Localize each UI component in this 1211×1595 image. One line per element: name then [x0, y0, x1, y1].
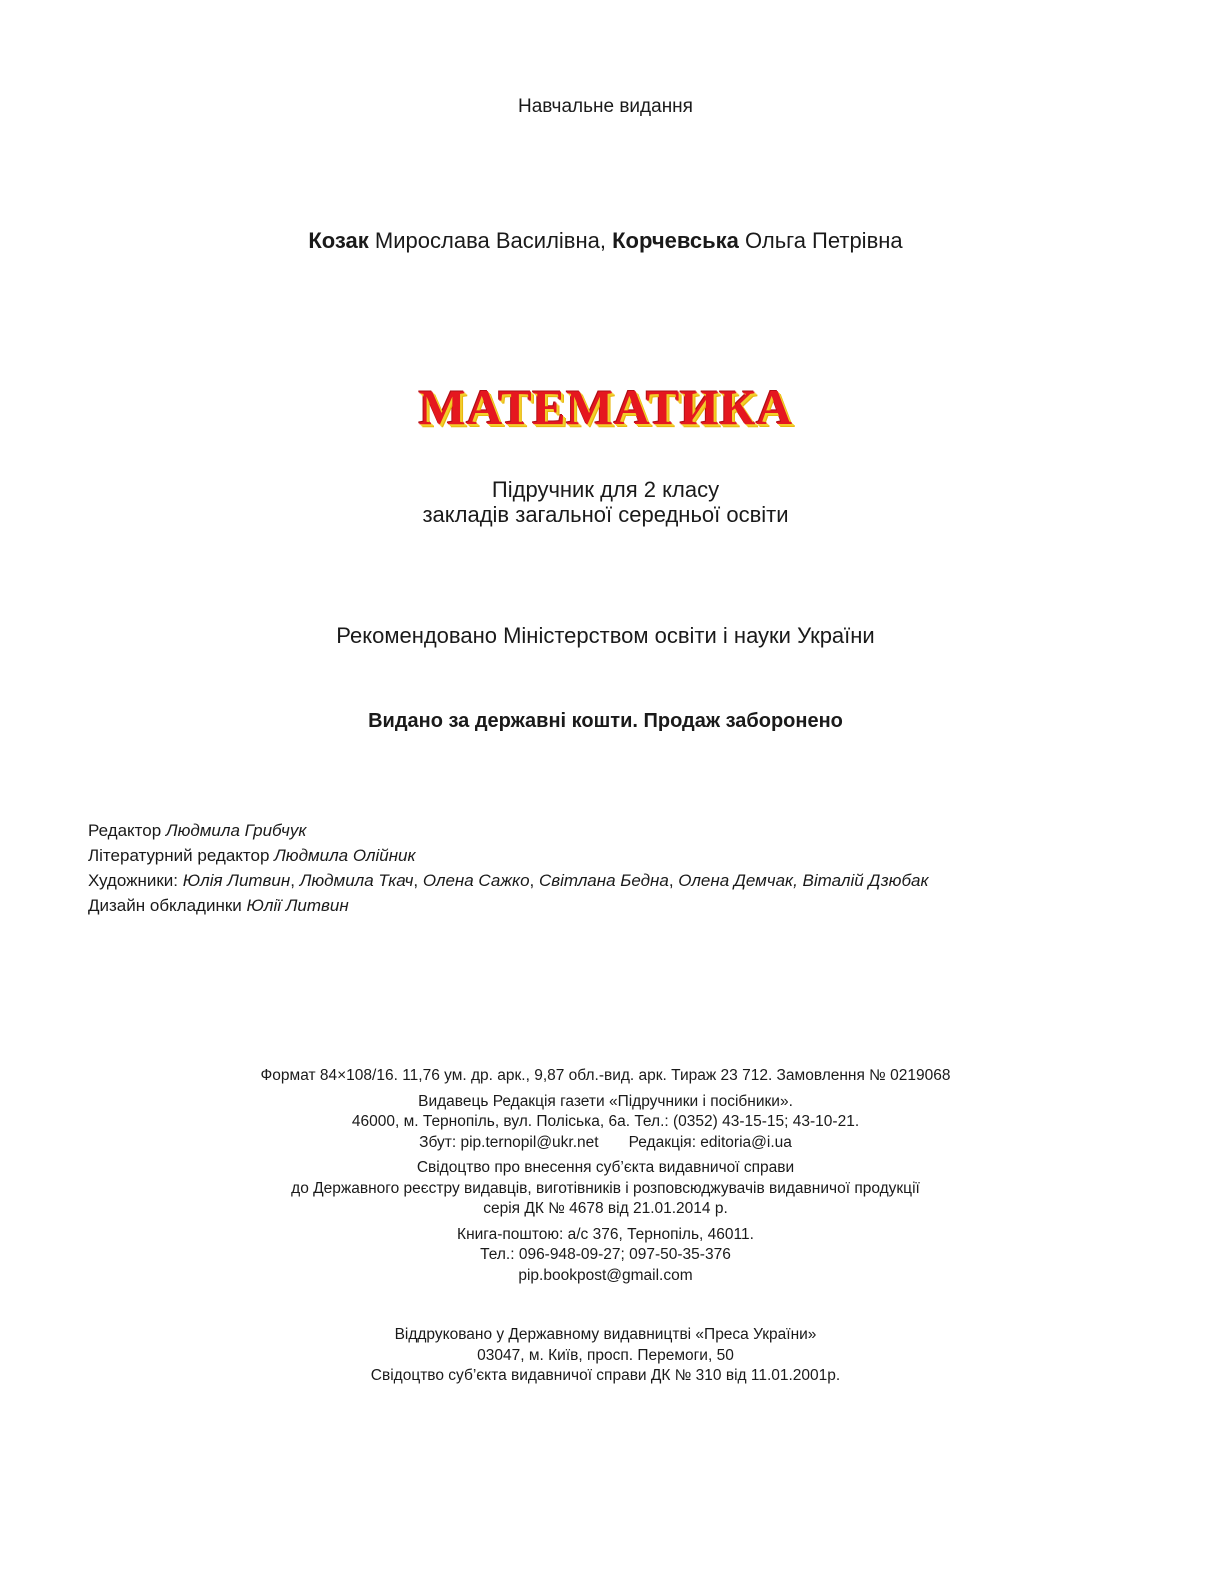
- cover-label: Дизайн обкладинки: [88, 896, 242, 915]
- artist-name: Світлана Бедна: [539, 871, 669, 890]
- credit-artists: Художники: Юлія Литвин, Людмила Ткач, Олена Сажко, Світлана Бедна, Олена Демчак, Віталій Дзюбак: [88, 871, 929, 890]
- artist-name: Юлія Литвин: [182, 871, 291, 890]
- author2-name: Ольга Петрівна: [745, 228, 903, 253]
- recommendation-note: Рекомендовано Міністерством освіти і науки України: [336, 623, 875, 648]
- authors-line: [0, 228, 1211, 254]
- printed-line-3: Свідоцтво суб’єкта видавничої справи ДК № 310 від 11.01.2001р.: [370, 1367, 841, 1384]
- book-subtitle: [0, 477, 1211, 527]
- artist-name: Людмила Ткач: [299, 871, 414, 890]
- cover-designer-name: Юлії Литвин: [246, 896, 349, 915]
- imprint-address: 46000, м. Тернопіль, вул. Поліська, 6а. Тел.: (0352) 43-15-15; 43-10-21.: [351, 1113, 860, 1130]
- printing-info: [0, 1325, 1211, 1387]
- author2-surname: Корчевська: [612, 228, 739, 253]
- subtitle-line-1: Підручник для 2 класу: [491, 477, 720, 502]
- imprint-format: Формат 84×108/16. 11,76 ум. др. арк., 9,87 обл.-вид. арк. Тираж 23 712. Замовлення № 0219068: [260, 1067, 951, 1084]
- printed-line-2: 03047, м. Київ, просп. Перемоги, 50: [477, 1346, 734, 1364]
- book-title: МАТЕМАТИКА: [418, 379, 793, 435]
- artist-name: Олена Сажко: [422, 871, 530, 890]
- imprint-editorial: Редакція: editoria@i.ua: [628, 1133, 792, 1151]
- state-funded-note: Видано за державні кошти. Продаж заборонено: [368, 710, 843, 732]
- edition-type: Навчальне видання: [518, 96, 693, 117]
- credits-block: [88, 818, 929, 918]
- editor-label: Редактор: [88, 821, 162, 840]
- lit-editor-name: Людмила Олійник: [274, 846, 416, 865]
- imprint-certificate-3: серія ДК № 4678 від 21.01.2014 р.: [483, 1200, 728, 1217]
- imprint-publisher: Видавець Редакція газети «Підручники і посібники».: [418, 1092, 793, 1110]
- author-separator: ,: [599, 228, 606, 253]
- imprint-block: [0, 1066, 1211, 1286]
- artists-label: Художники:: [88, 871, 178, 890]
- lit-editor-label: Літературний редактор: [88, 846, 270, 865]
- subtitle-line-2: закладів загальної середньої освіти: [422, 502, 789, 527]
- artist-name: Олена Демчак: [678, 871, 794, 890]
- imprint-certificate-2: до Державного реєстру видавців, виготівників і розповсюджувачів видавничої продукції: [291, 1179, 920, 1197]
- imprint-bookpost-1: Книга-поштою: а/с 376, Тернопіль, 46011.: [457, 1225, 754, 1243]
- credit-editor: [88, 818, 929, 843]
- imprint-bookpost-2: Тел.: 096-948-09-27; 097-50-35-376: [480, 1246, 731, 1263]
- imprint-certificate-1: Свідоцтво про внесення суб’єкта видавничої справи: [416, 1159, 795, 1176]
- author1-name: Мирослава Василівна: [374, 228, 600, 253]
- credit-cover-design: [88, 893, 929, 918]
- credit-literary-editor: [88, 843, 929, 868]
- artist-name: Віталій Дзюбак: [802, 871, 929, 890]
- author1-surname: Козак: [308, 228, 369, 253]
- imprint-bookpost-3: pip.bookpost@gmail.com: [518, 1266, 693, 1284]
- editor-name: Людмила Грибчук: [165, 821, 307, 840]
- imprint-sales: Збут: pip.ternopil@ukr.net: [419, 1133, 599, 1151]
- imprint-contacts: [0, 1133, 1211, 1154]
- printed-line-1: Віддруковано у Державному видавництві «Преса України»: [394, 1326, 817, 1343]
